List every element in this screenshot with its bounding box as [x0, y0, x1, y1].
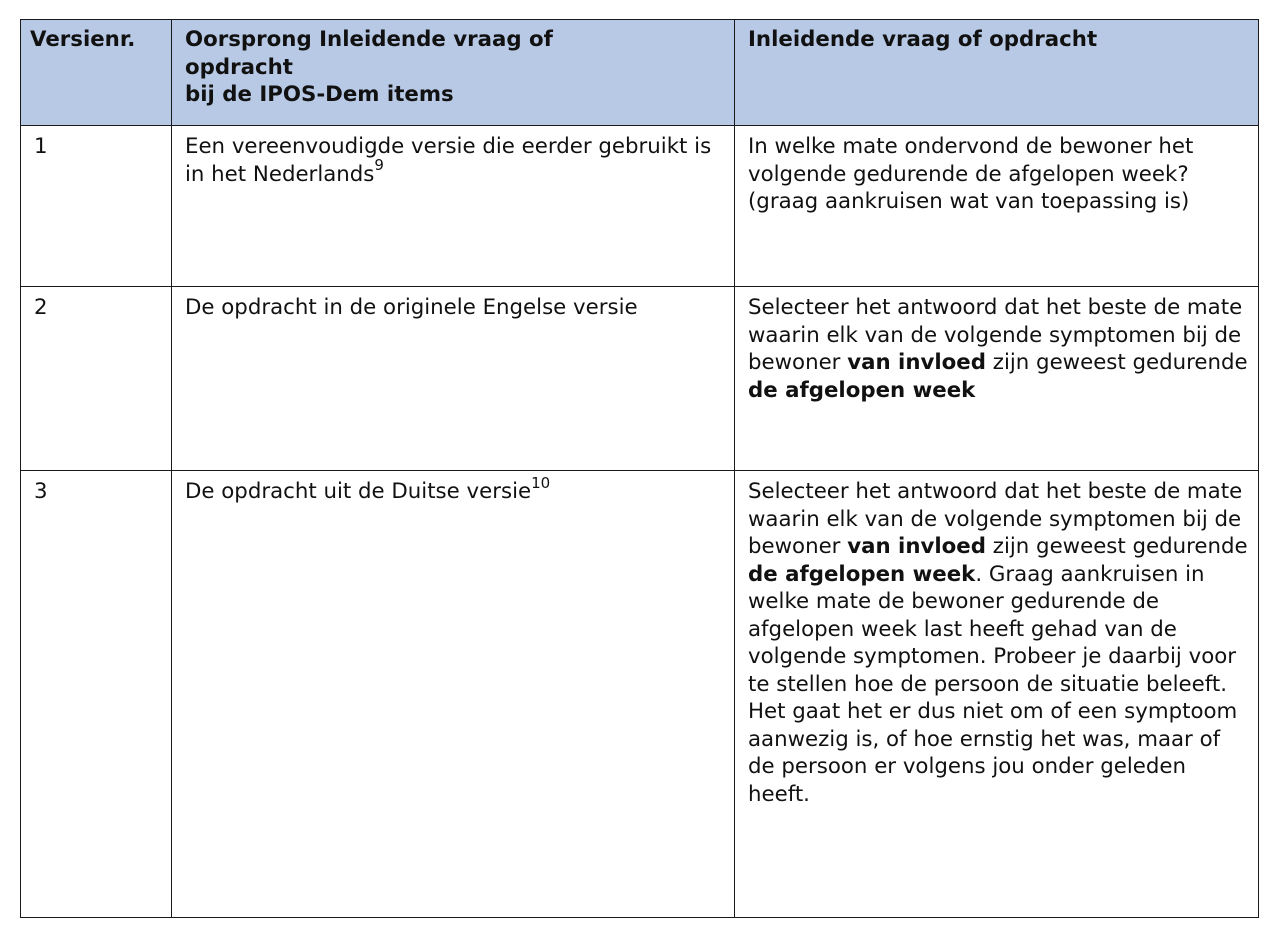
- emphasis-text: de afgelopen week: [748, 561, 976, 587]
- header-version-number: Versienr.: [21, 20, 172, 126]
- cell-origin: [172, 126, 735, 287]
- emphasis-text: van invloed: [847, 350, 986, 375]
- cell-origin: [172, 471, 735, 918]
- intro-text: . Graag aankruisen in welke mate de bewoner gedurende de afgelopen week last heeft gehad van de volgende symptomen. Probeer je daarbij voor te stellen hoe de persoon de situatie beleeft. Het gaat het er dus niet om of een symptoom aanwezig is, of hoe ernstig het was, maar of de persoon er volgens jou onder geleden heeft.: [748, 561, 1238, 807]
- intro-text: Selecteer het antwoord dat het beste de mate waarin elk van de volgende symptomen bij de bewoner: [748, 295, 1243, 375]
- emphasis-text: de afgelopen week: [748, 377, 976, 403]
- header-intro-question: Inleidende vraag of opdracht: [735, 20, 1259, 126]
- intro-text: zijn geweest gedurende: [986, 534, 1248, 559]
- cell-intro-question: [735, 287, 1259, 471]
- intro-text: zijn geweest gedurende: [986, 350, 1248, 375]
- cell-intro-question: [735, 471, 1259, 918]
- header-origin: [172, 20, 735, 126]
- table-row: [21, 471, 1259, 918]
- table-row: [21, 126, 1259, 287]
- table-row: [21, 287, 1259, 471]
- table-header: [21, 20, 1259, 126]
- header-origin-line-2: opdracht: [185, 54, 293, 80]
- intro-text: In welke mate ondervond de bewoner het volgende gedurende de afgelopen week? (graag aankruisen wat van toepassing is): [748, 134, 1194, 214]
- cell-version-number: 2: [21, 287, 172, 471]
- header-origin-line-3: bij de IPOS-Dem items: [185, 82, 454, 107]
- header-origin-line-1: Oorsprong Inleidende vraag of: [185, 27, 553, 52]
- origin-text: De opdracht in de originele Engelse versie: [185, 295, 638, 320]
- intro-text: Selecteer het antwoord dat het beste de mate waarin elk van de volgende symptomen bij de bewoner: [748, 479, 1243, 559]
- footnote-reference: 9: [374, 156, 384, 175]
- cell-version-number: 3: [21, 471, 172, 918]
- header-row: [21, 20, 1259, 126]
- version-table: [20, 19, 1259, 918]
- origin-text: De opdracht uit de Duitse versie: [185, 479, 532, 504]
- emphasis-text: van invloed: [847, 534, 986, 559]
- cell-origin: [172, 287, 735, 471]
- footnote-reference: 10: [531, 473, 551, 492]
- cell-version-number: 1: [21, 126, 172, 287]
- origin-text: Een vereenvoudigde versie die eerder gebruikt is in het Nederlands: [185, 134, 712, 187]
- cell-intro-question: [735, 126, 1259, 287]
